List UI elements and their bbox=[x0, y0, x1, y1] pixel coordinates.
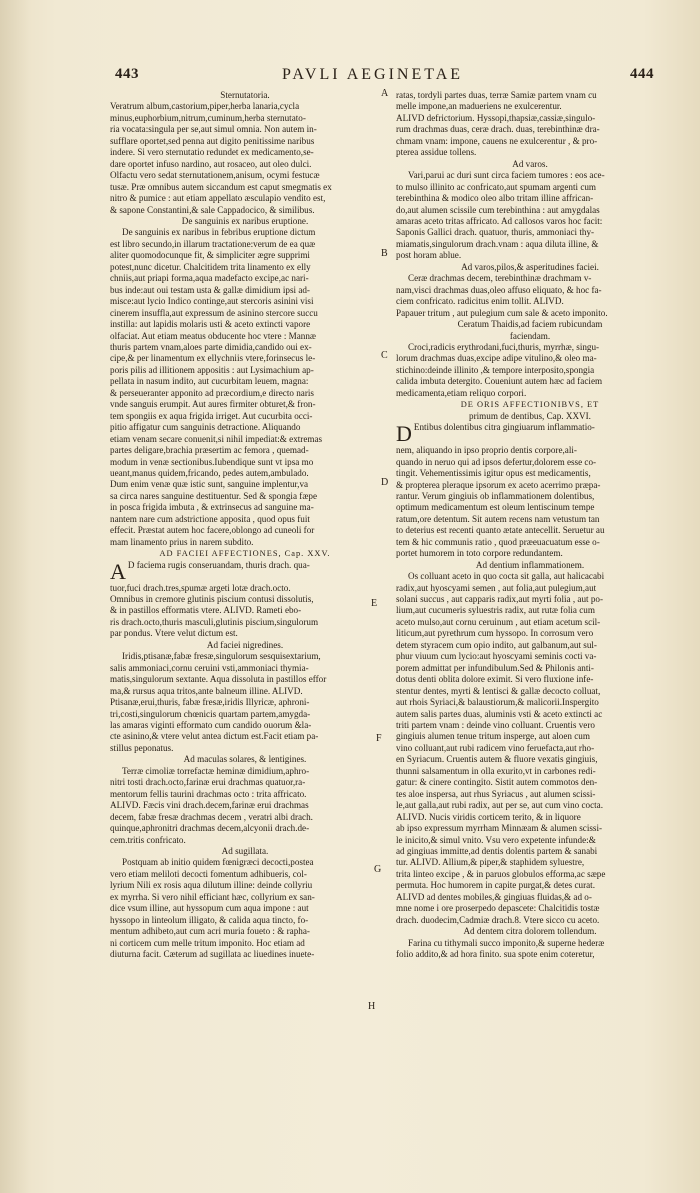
paragraph-first-line: Vari,parui ac duri sunt circa faciem tumores : eos ace- bbox=[408, 170, 605, 181]
paragraph-first-line: Iridis,ptisanæ,fabæ fresæ,singulorum sesquisextarium, bbox=[122, 651, 321, 662]
text-line: stentur dentes, myrti & lentisci & gallæ decocto colluat, bbox=[396, 685, 601, 696]
margin-letter-f: F bbox=[376, 733, 382, 744]
section-heading: Ad faciei nigredines. bbox=[206, 639, 284, 650]
text-line: Omnibus in cremore glutinis piscium contusi dissolutis, bbox=[110, 594, 314, 605]
paragraph-first-line: Os colluant aceto in quo cocta sit galla, aut halicacabi bbox=[408, 571, 605, 582]
text-line: & in pastillos efformatis vtere. ALIVD. Rameti ebo- bbox=[110, 605, 302, 616]
page-fold-shadow bbox=[0, 0, 30, 1193]
text-line: nitro & pumice : aut etiam appellato æsculapio vendito est, bbox=[110, 193, 326, 204]
paragraph-first-line: Farina cu tithymali succo imponito,& superne hederæ bbox=[408, 937, 605, 948]
text-line: post horam ablue. bbox=[396, 250, 462, 261]
text-line: ALIVD ad dentes mobiles,& gingiuas fluidas,& ad o- bbox=[396, 891, 592, 902]
text-line: & perseueranter apponito ad præcordium,e directo naris bbox=[110, 387, 314, 398]
text-line: permuta. Hoc humorem in capite purgat,& detes curat. bbox=[396, 880, 595, 891]
text-line: optimum medicamentum est oleum lentiscinum tempe bbox=[396, 502, 595, 513]
text-line: chniis,aut priapi forma,aqua madefacto excipe,ac nari- bbox=[110, 273, 309, 284]
text-line: tuor,fuci drach.tres,spumæ argeti lotæ drach.octo. bbox=[110, 582, 291, 593]
text-line: in posca frigida imbuta , & extrinsecus ad sanguine ma- bbox=[110, 502, 314, 513]
paragraph-first-line: Postquam ab initio quidem fœnigræci decocti,postea bbox=[122, 857, 314, 868]
text-line: diuturna facit. Cæterum ad sugillata ac liuedines inuete- bbox=[110, 949, 315, 960]
text-line: tingit. Vehementissimis igitur opus est medicamentis, bbox=[396, 468, 591, 479]
text-line: cte asinino,& vtere velut antea dictum est.Facit etiam pa- bbox=[110, 731, 319, 742]
text-line: etiam venam secare conuenit,si nihil impediat:& extremas bbox=[110, 433, 323, 444]
text-line: mam linamento prius in narem subdito. bbox=[110, 536, 254, 547]
text-line: to deterius est recenti quanto ætate antecellit. Seruetur au bbox=[396, 525, 605, 536]
text-line: porem admittat per infundibulum.Sed & Philonis anti- bbox=[396, 662, 594, 673]
text-line: do,aut alumen scissile cum terebinthina : aut amygdalas bbox=[396, 204, 600, 215]
text-line: effecit. Præstat autem hoc facere,oblongo ad cuneoli for bbox=[110, 525, 315, 536]
text-line: aliter quomodocunque fit, & simpliciter ægre supprimi bbox=[110, 250, 310, 261]
chapter-heading: DE ORIS AFFECTIONIBVS, ET bbox=[460, 400, 600, 410]
text-line: tusæ. Præ omnibus autem siccandum est caput smegmatis ex bbox=[110, 181, 332, 192]
text-line: rantur. Verum gingiuis ob inflammationem dolentibus, bbox=[396, 490, 595, 501]
text-line: tur. ALIVD. Allium,& piper,& staphidem syluestre, bbox=[396, 857, 585, 868]
text-line: stichino:deinde illinito ,& tempore interposito,spongia bbox=[396, 364, 595, 375]
chapter-heading: AD FACIEI AFFECTIONES, Cap. XXV. bbox=[159, 549, 331, 559]
text-line: cipe,& per linamentum ex ellychniis vtere,forinsecus le- bbox=[110, 353, 316, 364]
text-line: nitri tosti drach.octo,farinæ erui drachmas quatuor,ra- bbox=[110, 777, 306, 788]
text-line: lyrium Nili ex rosis aqua dilutum illine: deinde collyriu bbox=[110, 880, 313, 891]
section-heading: Ad dentium inflammationem. bbox=[475, 559, 585, 570]
text-line: Dum enim venæ quæ istic sunt, sanguine implentur,va bbox=[110, 479, 309, 490]
text-line: tem & hic communis ratio , quod præeuacuatum esse o- bbox=[396, 536, 600, 547]
text-line: Entibus dolentibus citra gingiuarum inflammatio- bbox=[413, 422, 595, 433]
text-line: nantem nare cum adstrictione apposita , quod opus fuit bbox=[110, 513, 310, 524]
text-line: decem, fabæ fresæ drachmas decem , veratri albi drach. bbox=[110, 811, 313, 822]
text-line: nam,visci drachmas duas,oleo affuso eliquato, & hoc fa- bbox=[396, 284, 602, 295]
text-line: dotus denti oblita dolore eximit. Si vero fluxione infe- bbox=[396, 674, 594, 685]
text-line: lium,aut cucumeris syluestris radix, aut rutæ folia cum bbox=[396, 605, 595, 616]
text-line: mentorum fellis taurini drachmas octo : trita affricato. bbox=[110, 788, 307, 799]
text-line: folio addito,& ad hora finito. sua spote enim coteretur, bbox=[396, 949, 595, 960]
text-line: Saponis Gallici drach. quatuor, thuris, ammoniaci thy- bbox=[396, 227, 595, 238]
text-line: tes aloe inspersa, aut rhus Syriacus , aut alumen scissi- bbox=[396, 788, 596, 799]
text-line: indere. Si vero sternutatio redundet ex medicamento,se- bbox=[110, 147, 314, 158]
section-heading: De sanguinis ex naribus eruptione. bbox=[181, 215, 309, 226]
text-line: & sapone Constantini,& sale Cappadocico, & similibus. bbox=[110, 204, 315, 215]
text-line: quando in neruo qui ad ipsos defertur,dolorem esse co- bbox=[396, 456, 597, 467]
text-line: terebinthina & modico oleo albo tritam illine affrican- bbox=[396, 193, 594, 204]
text-line: lorum drachmas duas,excipe adipe vitulino,& oleo ma- bbox=[396, 353, 597, 364]
text-line: salis ammoniaci,cornu ceruini vsti,ammoniaci thymia- bbox=[110, 662, 309, 673]
text-line: gatur: & cinere contingito. Sistit autem commotos den- bbox=[396, 777, 598, 788]
text-line: ratum,ore detentum. Sit autem recens nam vetustum tan bbox=[396, 513, 600, 524]
text-line: detem styracem cum opio indito, aut galbanum,aut sul- bbox=[396, 639, 597, 650]
text-line: Olfactu vero sedat sternutationem,anisum, ocymi festucæ bbox=[110, 170, 320, 181]
page-number-left: 443 bbox=[115, 66, 139, 82]
text-line: est libro secundo,in illarum tractatione:verum de ea quæ bbox=[110, 238, 316, 249]
text-line: triti partem vnam : deinde vino colluant. Cruentis vero bbox=[396, 720, 595, 731]
text-line: amaras aceto tritas affricato. Ad callosos varos hoc facit: bbox=[396, 215, 603, 226]
text-line: & propterea pleraque ipsorum ex aceto acerrimo præpa- bbox=[396, 479, 601, 490]
margin-letter-a: A bbox=[381, 88, 389, 99]
text-line: stillus peponatus. bbox=[110, 742, 174, 753]
margin-letter-c: C bbox=[381, 350, 388, 361]
text-line: medicamenta,etiam reliquo corpori. bbox=[396, 387, 527, 398]
text-line: ma,& rursus aqua tritos,ante balneum illine. ALIVD. bbox=[110, 685, 303, 696]
text-line: calida imbuta detergito. Coueniunt autem hæc ad faciem bbox=[396, 376, 603, 387]
text-line: miamatis,singulorum drach.vnam : aqua diluta illine, & bbox=[396, 238, 599, 249]
section-heading: Ceratum Thaidis,ad faciem rubicundam bbox=[457, 319, 603, 330]
section-heading: Ad varos. bbox=[512, 158, 548, 169]
margin-letter-g: G bbox=[374, 864, 382, 875]
text-line: ni corticem cum melle tritum imponito. Hoc etiam ad bbox=[110, 937, 305, 948]
text-line: vino colluant,aut rubi radicem vino feruefacta,aut rho- bbox=[396, 742, 595, 753]
text-line: ria vocata:singula per se,aut simul omnia. Non autem in- bbox=[110, 124, 317, 135]
text-line-with-initial bbox=[110, 560, 380, 583]
text-line: sufflare oportet,sed penna aut digito penitissime naribus bbox=[110, 135, 315, 146]
section-heading: Ad varos,pilos,& asperitudines faciei. bbox=[461, 261, 599, 272]
text-line: misce:aut lycio Indico continge,aut stercoris asinini visi bbox=[110, 296, 314, 307]
text-line: autem salis partes duas, aluminis vsti & aceto extincti ac bbox=[396, 708, 603, 719]
text-line: vero etiam meliloti decocti fomentum adhibueris, col- bbox=[110, 868, 307, 879]
text-line: portet humorem in toto corpore redundantem. bbox=[396, 548, 563, 559]
text-line: radix,aut hyoscyami semen , aut folia,aut pulegium,aut bbox=[396, 582, 597, 593]
section-heading: faciendam. bbox=[509, 330, 551, 341]
text-line: ALIVD. Fæcis vini drach.decem,farinæ erui drachmas bbox=[110, 800, 309, 811]
section-heading: Ad maculas solares, & lentigines. bbox=[183, 754, 307, 765]
right-column bbox=[396, 90, 664, 961]
text-line: Ptisanæ,erui,thuris, fabæ fresæ,iridis Illyricæ, aphroni- bbox=[110, 697, 310, 708]
paragraph-first-line: De sanguinis ex naribus in febribus eruptione dictum bbox=[122, 227, 316, 238]
text-line: rum drachmas duas, ceræ drach. duas, terebinthinæ dra- bbox=[396, 124, 600, 135]
text-line: trita linteo excipe , & in paruos globulos efforma,ac sæpe bbox=[396, 868, 606, 879]
text-line: melle impone,an madueriens ne exulcerentur. bbox=[396, 101, 562, 112]
margin-letter-d: D bbox=[381, 477, 389, 488]
paragraph-first-line: Croci,radicis erythrodani,fuci,thuris, myrrhæ, singu- bbox=[408, 341, 600, 352]
text-line: mentum adhibeto,aut cum acri muria foueto : & rapha- bbox=[110, 926, 310, 937]
paragraph-first-line: Terræ cimoliæ torrefactæ heminæ dimidium,aphro- bbox=[122, 765, 310, 776]
section-heading: Ad dentem citra dolorem tollendum. bbox=[463, 926, 597, 937]
text-line: ciem confricato. radicitus enim tollit. ALIVD. bbox=[396, 296, 564, 307]
paragraph-first-line: Ceræ drachmas decem, terebinthinæ drachmam v- bbox=[408, 273, 592, 284]
text-line: ab ipso expressum myrrham Minnæam & alumen scissi- bbox=[396, 823, 603, 834]
text-line: ueant,manus quidem,fricando, pedes autem,ambulado. bbox=[110, 467, 309, 478]
text-line: thuris partem vnam,aloes parte dimidia,candido oui ex- bbox=[110, 341, 312, 352]
text-line: bus inde:aut oui testam usta & gallæ dimidium ipsi ad- bbox=[110, 284, 310, 295]
text-line: le,aut galla,aut rubi radix, aut per se, aut cum vino cocta. bbox=[396, 800, 604, 811]
text-line: nem, aliquando in ipso proprio dentis corpore,ali- bbox=[396, 445, 577, 456]
margin-letter-b: B bbox=[381, 248, 388, 259]
section-heading: Ad sugillata. bbox=[221, 846, 269, 856]
text-line: phur viuum cum lycio:aut hyoscyami seminis cocti va- bbox=[396, 651, 597, 662]
text-line-with-initial bbox=[396, 422, 664, 445]
text-line: ad gingiuas immitte,ad dentis dolentis partem & sanabi bbox=[396, 846, 598, 856]
text-line: par pondus. Vtere velut dictum est. bbox=[110, 628, 238, 639]
text-line: pitio affigatur cum sanguinis detractione. Aliquando bbox=[110, 422, 301, 433]
running-title: PAVLI AEGINETAE bbox=[282, 66, 464, 83]
text-line: minus,euphorbium,nitrum,cuminum,herba sternutato- bbox=[110, 112, 306, 123]
margin-letter-h: H bbox=[368, 1001, 376, 1012]
section-heading: Sternutatoria. bbox=[220, 90, 270, 100]
text-line: gingiuis alumen tenue tritum insperge, aut aloen cum bbox=[396, 731, 590, 742]
text-line: cinerem insuffla,aut expressum de asinino stercore succu bbox=[110, 307, 318, 318]
text-line: las amaras viginti efformato cum candido ouorum &la- bbox=[110, 720, 312, 731]
text-line: poris pilis ad illitionem appositis : aut Lysimachium ap- bbox=[110, 364, 314, 375]
text-line: le inicito,& simul vnito. Vsu vero expetente infunde:& bbox=[396, 834, 596, 845]
text-line: Papauer tritum , aut pulegium cum sale & aceto imponito. bbox=[396, 307, 608, 318]
text-line: partes deligare,brachia præsertim ac femora , quemad- bbox=[110, 445, 309, 456]
text-line: cem.tritis confricato. bbox=[110, 834, 186, 845]
text-line: chmam vnam: impone, cauens ne exulcerentur , & pro- bbox=[396, 135, 598, 146]
drop-cap-initial: D bbox=[396, 422, 412, 446]
text-line: vnde sanguis erumpit. Aut aures firmiter obturet,& fron- bbox=[110, 399, 316, 410]
text-line: instilla: aut lapidis molaris usti & aceto extincti vapore bbox=[110, 319, 311, 330]
text-line: dare oportet infuso nardino, aut rosaceo, aut oleo dulci. bbox=[110, 158, 312, 169]
page-number-right: 444 bbox=[630, 66, 654, 82]
text-line: ex myrrha. Si vero nihil efficiant hæc, collyrium ex san- bbox=[110, 891, 315, 902]
text-line: potest,nunc dicetur. Chalcitidem trita linamento ex elly bbox=[110, 261, 311, 272]
margin-letter-e: E bbox=[371, 598, 378, 609]
text-line: solani succus , aut capparis radix,aut myrti folia , aut po- bbox=[396, 594, 604, 605]
text-line: en Syriacum. Cruentis autem & fluore vexatis gingiuis, bbox=[396, 754, 598, 765]
text-line: D faciema rugis conseruandam, thuris drach. qua- bbox=[127, 559, 310, 570]
text-line: drach. duodecim,Cadmiæ drach.8. Vtere sicco cu aceto. bbox=[396, 914, 600, 925]
text-line: aceto mulso,aut cornu ceruinum , aut etiam acetum scil- bbox=[396, 616, 601, 627]
text-line: ALIVD. Nucis viridis corticem terito, & in liquore bbox=[396, 811, 581, 822]
text-line: hyssopo in linteolum illigato, & calida aqua tincto, fo- bbox=[110, 914, 309, 925]
text-line: ALIVD defrictorium. Hyssopi,thapsiæ,cassiæ,singulo- bbox=[396, 112, 596, 123]
text-line: pterea assidue tollens. bbox=[396, 147, 477, 158]
text-line: liticum,aut pyrethrum cum hyssopo. In corrosum vero bbox=[396, 628, 594, 639]
text-line: pellata in nasum indito, aut cucurbitam leuem, magna: bbox=[110, 376, 309, 387]
text-line: modum in venæ sectionibus.Iubendique sunt vt ipsa mo bbox=[110, 456, 314, 467]
drop-cap-initial: A bbox=[110, 559, 126, 583]
text-line: olfaciat. Aut etiam meatus obducente hoc vtere : Mannæ bbox=[110, 330, 317, 341]
section-heading: primum de dentibus, Cap. XXVI. bbox=[469, 410, 591, 421]
text-line: to mulso illinito ac confricato,aut spumam argenti cum bbox=[396, 181, 597, 192]
page-header bbox=[0, 66, 700, 88]
text-line: quinque,aphronitri drachmas decem,alcyonii drach.de- bbox=[110, 823, 310, 834]
text-line: Veratrum album,castorium,piper,herba lanaria,cycla bbox=[110, 101, 300, 112]
text-line: tri,costi,singulorum chœnicis quartam partem,amygda- bbox=[110, 708, 311, 719]
text-line: matis,singulorum sextante. Aqua dissoluta in pastillos effor bbox=[110, 674, 327, 685]
left-column bbox=[110, 90, 380, 961]
text-line: mne nome i ore proserpedo depascete: Chalcitidis tostæ bbox=[396, 903, 600, 914]
text-line: thunni salsamentum in olla exurito,vt in carbones redi- bbox=[396, 765, 596, 776]
text-line: tem spongiis ex aqua frigida irriget. Aut cucurbita occi- bbox=[110, 410, 313, 421]
text-line: aut rhois Syriaci,& balaustiorum,& malicorii.Inspergito bbox=[396, 697, 599, 708]
text-line: sa circa nares sanguine destituentur. Sed & spongia fæpe bbox=[110, 490, 318, 501]
text-line: ris drach.octo,thuris masculi,glutinis piscium,singulorum bbox=[110, 616, 319, 627]
text-line: dice vsum illine, aut hyssopum cum aqua impone : aut bbox=[110, 903, 309, 914]
text-line: ratas, tordyli partes duas, terræ Samiæ partem vnam cu bbox=[396, 90, 597, 100]
